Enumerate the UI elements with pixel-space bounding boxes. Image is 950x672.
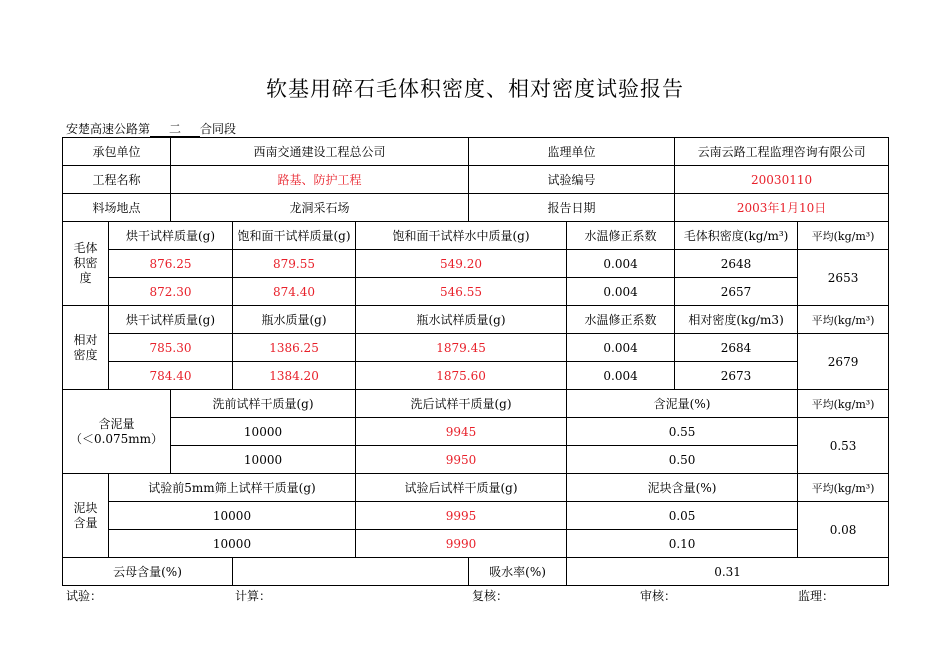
bulk-average: 2653 [798, 250, 889, 306]
clay-label: 泥块含量 [63, 474, 109, 558]
relative-header-average: 平均(kg/m³) [798, 306, 889, 334]
mud-cell: 0.55 [567, 418, 798, 446]
bulk-cell: 874.40 [233, 278, 356, 306]
contractor-label: 承包单位 [63, 138, 171, 166]
info-row-3 [63, 194, 889, 222]
relative-header: 水温修正系数 [567, 306, 675, 334]
bulk-cell: 0.004 [567, 250, 675, 278]
relative-cell: 784.40 [109, 362, 233, 390]
absorption-value: 0.31 [567, 558, 889, 586]
bulk-label: 毛体积密度 [63, 222, 109, 306]
absorption-label: 吸水率(%) [469, 558, 567, 586]
info-row-1 [63, 138, 889, 166]
supervisor-label: 监理单位 [469, 138, 675, 166]
site-value: 龙洞采石场 [171, 194, 469, 222]
supervisor-value: 云南云路工程监理咨询有限公司 [675, 138, 889, 166]
mica-row [63, 558, 889, 586]
relative-header: 烘干试样质量(g) [109, 306, 233, 334]
clay-cell: 10000 [109, 502, 356, 530]
test-no-label: 试验编号 [469, 166, 675, 194]
relative-header-row [63, 306, 889, 334]
mud-header: 洗后试样干质量(g) [356, 390, 567, 418]
relative-cell: 0.004 [567, 362, 675, 390]
report-title: 软基用碎石毛体积密度、相对密度试验报告 [266, 77, 684, 101]
bulk-cell: 549.20 [356, 250, 567, 278]
relative-cell: 1879.45 [356, 334, 567, 362]
mud-header: 洗前试样干质量(g) [171, 390, 356, 418]
mud-label-cell [63, 390, 171, 474]
bulk-header: 毛体积密度(kg/m³) [675, 222, 798, 250]
relative-cell: 1386.25 [233, 334, 356, 362]
bulk-cell: 879.55 [233, 250, 356, 278]
contract-number: 二 [150, 123, 200, 137]
clay-header: 泥块含量(%) [567, 474, 798, 502]
bulk-row [63, 278, 889, 306]
mud-cell: 10000 [171, 418, 356, 446]
sig-calc: 计算： [235, 589, 272, 603]
project-label: 工程名称 [63, 166, 171, 194]
mud-cell: 9950 [356, 446, 567, 474]
relative-cell: 2684 [675, 334, 798, 362]
bulk-header-average: 平均(kg/m³) [798, 222, 889, 250]
mud-row [63, 446, 889, 474]
bulk-cell: 546.55 [356, 278, 567, 306]
sig-audit: 审核： [640, 589, 677, 603]
relative-cell: 0.004 [567, 334, 675, 362]
report-table [62, 137, 889, 586]
mud-cell: 10000 [171, 446, 356, 474]
sig-test: 试验： [66, 589, 103, 603]
bulk-header: 饱和面干试样水中质量(g) [356, 222, 567, 250]
mud-label: 含泥量 [98, 416, 135, 431]
clay-cell: 0.05 [567, 502, 798, 530]
bulk-header-row [63, 222, 889, 250]
sig-review: 复核： [472, 589, 509, 603]
clay-cell: 9995 [356, 502, 567, 530]
relative-cell: 785.30 [109, 334, 233, 362]
clay-cell: 0.10 [567, 530, 798, 558]
mica-label: 云母含量(%) [63, 558, 233, 586]
clay-row [63, 530, 889, 558]
relative-header: 瓶水试样质量(g) [356, 306, 567, 334]
contract-section [66, 120, 236, 137]
relative-cell: 2673 [675, 362, 798, 390]
relative-cell: 1875.60 [356, 362, 567, 390]
bulk-cell: 0.004 [567, 278, 675, 306]
mud-average: 0.53 [798, 418, 889, 474]
mud-header: 含泥量(%) [567, 390, 798, 418]
bulk-cell: 2657 [675, 278, 798, 306]
relative-cell: 1384.20 [233, 362, 356, 390]
bulk-row [63, 250, 889, 278]
clay-header-row [63, 474, 889, 502]
clay-header: 试验后试样干质量(g) [356, 474, 567, 502]
contract-prefix: 安楚高速公路第 [66, 122, 151, 136]
clay-cell: 9990 [356, 530, 567, 558]
relative-row [63, 362, 889, 390]
mud-cell: 0.50 [567, 446, 798, 474]
clay-row [63, 502, 889, 530]
bulk-header: 烘干试样质量(g) [109, 222, 233, 250]
mud-header-row [63, 390, 889, 418]
report-date-label: 报告日期 [469, 194, 675, 222]
sig-supervise: 监理： [798, 589, 835, 603]
info-row-2 [63, 166, 889, 194]
bulk-cell: 876.25 [109, 250, 233, 278]
clay-header: 试验前5mm筛上试样干质量(g) [109, 474, 356, 502]
relative-row [63, 334, 889, 362]
mud-header-average: 平均(kg/m³) [798, 390, 889, 418]
test-no-value: 20030110 [675, 166, 889, 194]
contract-suffix: 合同段 [200, 122, 237, 136]
bulk-header: 饱和面干试样质量(g) [233, 222, 356, 250]
bulk-cell: 2648 [675, 250, 798, 278]
mica-value [233, 558, 469, 586]
clay-header-average: 平均(kg/m³) [798, 474, 889, 502]
clay-average: 0.08 [798, 502, 889, 558]
report-date-value: 2003年1月10日 [675, 194, 889, 222]
clay-cell: 10000 [109, 530, 356, 558]
bulk-header: 水温修正系数 [567, 222, 675, 250]
bulk-cell: 872.30 [109, 278, 233, 306]
relative-header: 瓶水质量(g) [233, 306, 356, 334]
relative-label: 相对密度 [63, 306, 109, 390]
project-value: 路基、防护工程 [171, 166, 469, 194]
contractor-value: 西南交通建设工程总公司 [171, 138, 469, 166]
relative-average: 2679 [798, 334, 889, 390]
mud-row [63, 418, 889, 446]
relative-header: 相对密度(kg/m3) [675, 306, 798, 334]
mud-sublabel: （＜0.075mm） [69, 431, 164, 446]
site-label: 料场地点 [63, 194, 171, 222]
mud-cell: 9945 [356, 418, 567, 446]
